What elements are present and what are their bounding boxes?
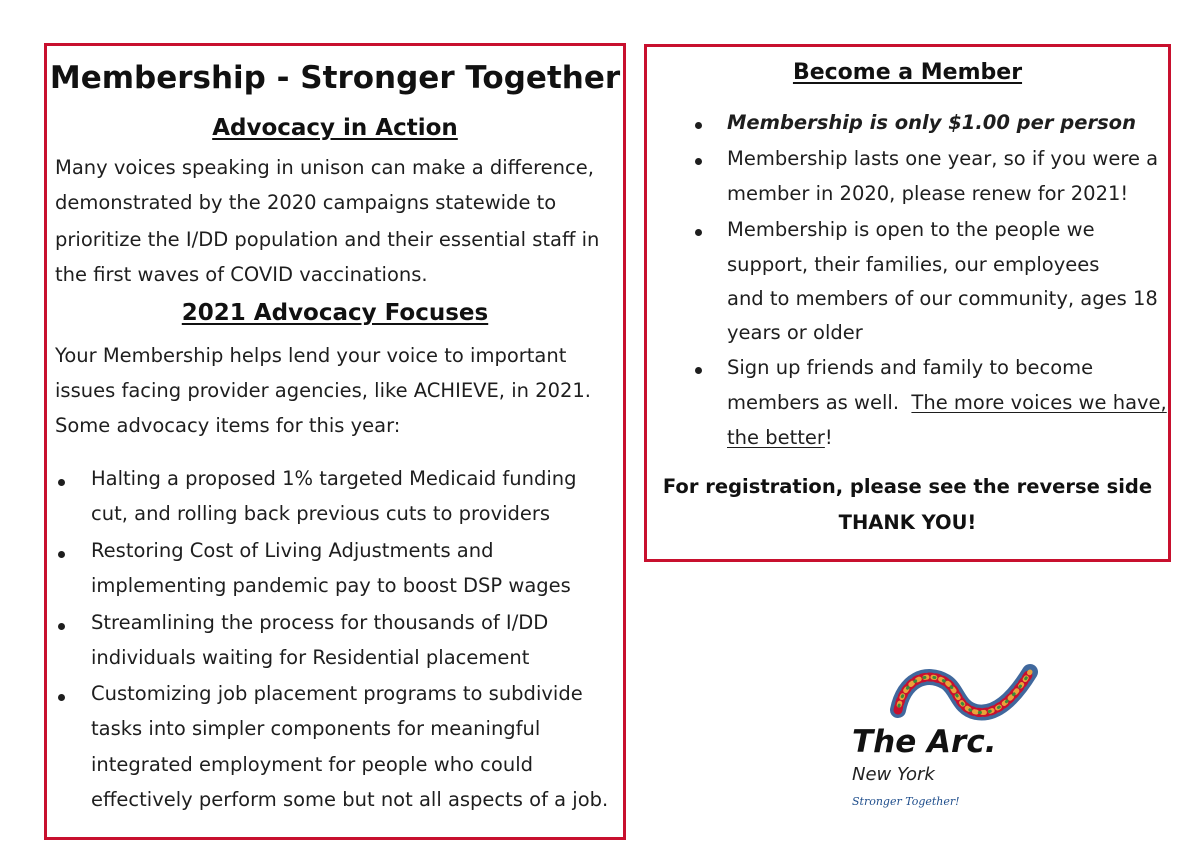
focus-item-line: effectively perform some but not all aspects of a job. <box>91 788 609 811</box>
member-info-line: years or older <box>727 321 863 344</box>
membership-panel <box>44 43 626 840</box>
focus-intro-line: issues facing provider agencies, like ACHIEVE, in 2021. <box>55 379 591 402</box>
bullet-icon <box>58 694 65 701</box>
focus-item-line: Restoring Cost of Living Adjustments and <box>91 539 494 562</box>
member-info-text: ! <box>824 426 833 449</box>
member-info-line: Membership lasts one year, so if you were a <box>727 147 1159 170</box>
thank-you-text: THANK YOU! <box>838 511 977 534</box>
become-member-panel <box>644 44 1171 562</box>
registration-note: For registration, please see the reverse side <box>662 475 1153 498</box>
member-info-line: support, their families, our employees <box>727 253 1100 276</box>
focus-intro-line: Your Membership helps lend your voice to important <box>55 344 567 367</box>
logo-state: New York <box>852 764 935 785</box>
bullet-icon <box>58 623 65 630</box>
logo-tagline: Stronger Together! <box>852 795 960 808</box>
become-member-heading: Become a Member <box>792 60 1023 85</box>
bullet-icon <box>695 122 702 129</box>
intro-line: demonstrated by the 2020 campaigns statewide to <box>55 191 557 214</box>
advocacy-in-action-heading: Advocacy in Action <box>212 115 458 141</box>
focus-item-line: cut, and rolling back previous cuts to providers <box>91 502 551 525</box>
the-arc-logo <box>846 660 1046 820</box>
member-info-text: members as well. <box>727 391 912 414</box>
focus-item-line: individuals waiting for Residential placement <box>91 646 530 669</box>
logo-name: The Arc. <box>852 724 997 760</box>
member-info-line <box>727 391 1167 414</box>
member-info-line: Membership is open to the people we <box>727 218 1095 241</box>
intro-line: prioritize the I/DD population and their essential staff in <box>55 228 600 251</box>
arc-swoosh-icon <box>846 660 1046 730</box>
intro-line: Many voices speaking in unison can make a difference, <box>55 156 594 179</box>
intro-line: the first waves of COVID vaccinations. <box>55 263 428 286</box>
price-line: Membership is only $1.00 per person <box>727 111 1136 134</box>
member-info-line: and to members of our community, ages 18 <box>727 287 1158 310</box>
page-title: Membership - Stronger Together <box>49 60 621 96</box>
bullet-icon <box>695 229 702 236</box>
advocacy-focuses-heading: 2021 Advocacy Focuses <box>181 300 489 326</box>
bullet-icon <box>695 367 702 374</box>
member-info-line: Sign up friends and family to become <box>727 356 1094 379</box>
focus-item-line: implementing pandemic pay to boost DSP wages <box>91 574 571 597</box>
bullet-icon <box>58 551 65 558</box>
voices-emphasis: the better <box>727 426 825 449</box>
bullet-icon <box>58 479 65 486</box>
focus-item-line: tasks into simpler components for meaningful <box>91 717 541 740</box>
focus-item-line: Halting a proposed 1% targeted Medicaid funding <box>91 467 577 490</box>
member-info-line: member in 2020, please renew for 2021! <box>727 182 1129 205</box>
bullet-icon <box>695 158 702 165</box>
focus-item-line: Customizing job placement programs to subdivide <box>91 682 583 705</box>
focus-item-line: Streamlining the process for thousands of I/DD <box>91 611 549 634</box>
voices-emphasis: The more voices we have, <box>911 391 1167 414</box>
focus-intro-line: Some advocacy items for this year: <box>55 414 401 437</box>
focus-item-line: integrated employment for people who could <box>91 753 533 776</box>
member-info-line <box>727 426 833 449</box>
